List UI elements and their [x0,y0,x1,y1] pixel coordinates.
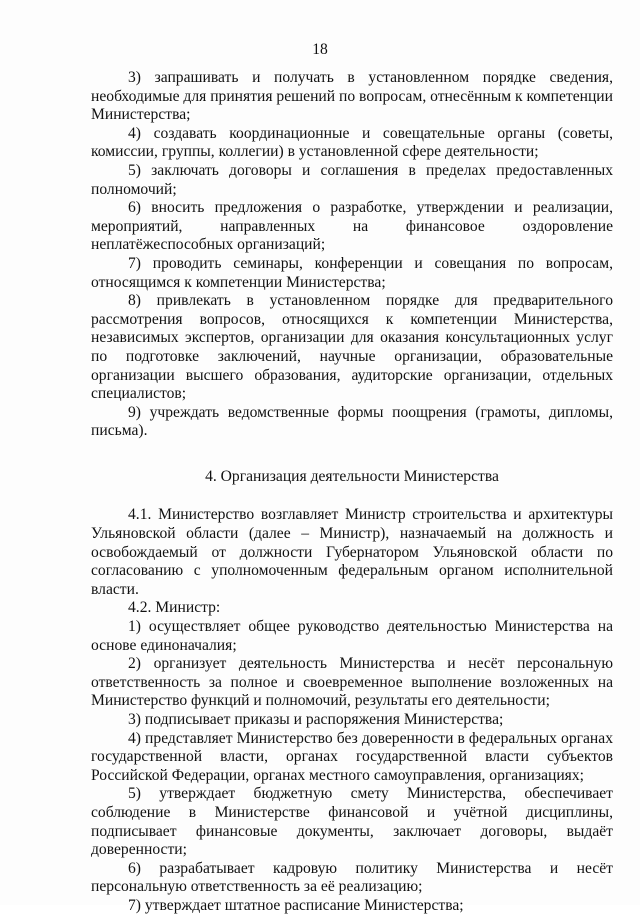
section-heading: 4. Организация деятельности Министерства [205,467,499,485]
paragraph-item-6: 6) вносить предложения о разработке, утверждении и реализации, мероприятий, направленных на финансовое оздоровление неплатёжеспособных организаций; [91,199,613,254]
document-body [91,69,613,916]
page-number: 18 [312,41,328,58]
minister-item-7: 7) утверждает штатное расписание Министерства; [128,896,464,914]
minister-item-3: 3) подписывает приказы и распоряжения Министерства; [128,711,504,728]
paragraph-item-4: 4) создавать координационные и совещательные органы (советы, комиссии, группы, коллегии) в установленной сфере деятельности; [91,124,613,161]
spacer [91,441,613,468]
minister-item-6: 6) разрабатывает кадровую политику Министерства и несёт персональную ответственность за её реализацию; [91,859,613,896]
minister-item-4: 4) представляет Министерство без доверенности в федеральных органах государственной власти, органах государственной власти субъектов Российской Федерации, органах местного самоуправления, организациях; [91,729,613,784]
minister-item-5: 5) утверждает бюджетную смету Министерства, обеспечивает соблюдение в Министерстве финансовой и учётной дисциплины, подписывает финансовые документы, заключает договоры, выдаёт доверенности; [91,785,613,859]
spacer [91,486,613,506]
minister-item-1: 1) осуществляет общее руководство деятельностью Министерства на основе единоначалия; [91,618,613,654]
paragraph-item-3: 3) запрашивать и получать в установленном порядке сведения, необходимые для принятия решений по вопросам, отнесённым к компетенции Министерства; [91,69,613,124]
paragraph-item-9: 9) учреждать ведомственные формы поощрения (грамоты, дипломы, письма). [91,403,613,440]
paragraph-item-5: 5) заключать договоры и соглашения в пределах предоставленных полномочий; [91,161,613,198]
paragraph-item-7: 7) проводить семинары, конференции и совещания по вопросам, относящимся к компетенции Министерства; [91,254,613,291]
minister-item-2: 2) организует деятельность Министерства и несёт персональную ответственность за полное и своевременное выполнение возложенных на Министерство функций и полномочий, результаты его деятельности; [91,655,613,710]
paragraph-4-1: 4.1. Министерство возглавляет Министр строительства и архитектуры Ульяновской области (далее – Министр), назначаемый на должность и освобождаемый от должности Губернатором Ульяновской области по согласованию с уполномоченным федеральным органом исполнительной власти. [91,506,613,598]
paragraph-item-8: 8) привлекать в установленном порядке для предварительного рассмотрения вопросов, относящихся к компетенции Министерства, независимых экспертов, организации для оказания консультационных услуг по подготовке заключений, научные организации, образовательные организации высшего образования, аудиторские организации, отдельных специалистов; [91,292,613,403]
paragraph-4-2: 4.2. Министр: [128,599,221,617]
